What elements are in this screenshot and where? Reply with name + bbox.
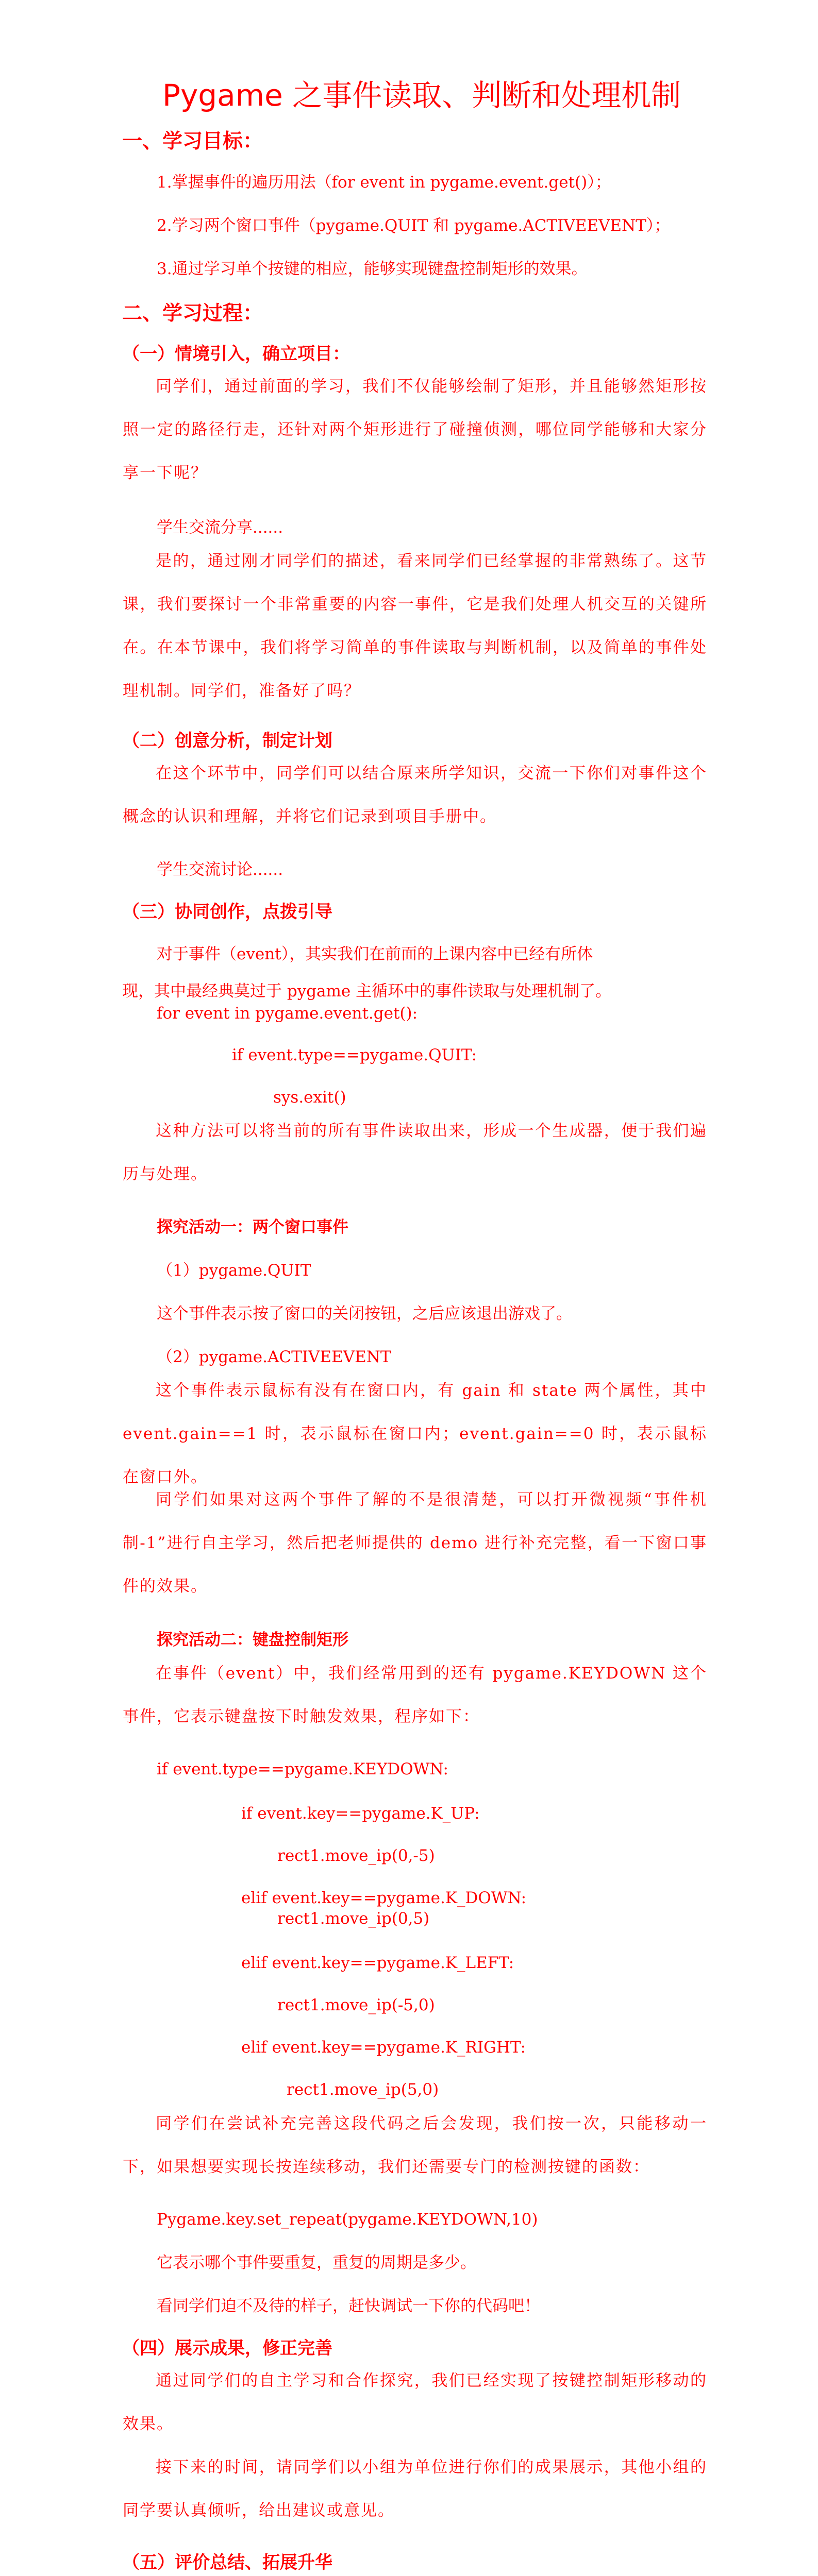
part3-paragraph-2: 这种方法可以将当前的所有事件读取出来，形成一个生成器，便于我们遍历与处理。 [123, 1122, 707, 1183]
activity2-paragraph-2: 同学们在尝试补充完善这段代码之后会发现，我们按一次，只能移动一下，如果想要实现长按连续移动，我们还需要专门的检测按键的函数： [123, 2114, 707, 2176]
document-title: Pygame 之事件读取、判断和处理机制 [162, 78, 681, 113]
code-line-move-left: rect1.move_ip(-5,0) [277, 1996, 435, 2014]
part3-heading: （三）协同创作，点拨引导 [122, 902, 332, 922]
activity1-heading: 探究活动一：两个窗口事件 [157, 1218, 348, 1236]
section-heading-objectives: 一、学习目标： [122, 129, 263, 153]
part2-discuss-line: 学生交流讨论...... [157, 860, 283, 879]
objective-item-1: 1.掌握事件的遍历用法（for event in pygame.event.get()）； [157, 173, 611, 192]
code-line-key-down: elif event.key==pygame.K_DOWN: [241, 1889, 527, 1907]
part1-heading: （一）情境引入，确立项目： [122, 344, 350, 364]
part4-heading: （四）展示成果，修正完善 [122, 2338, 332, 2359]
part1-paragraph-1: 同学们，通过前面的学习，我们不仅能够绘制了矩形，并且能够然矩形按照一定的路径行走，还针对两个矩形进行了碰撞侦测，哪位同学能够和大家分享一下呢？ [123, 377, 707, 482]
code-line-set-repeat: Pygame.key.set_repeat(pygame.KEYDOWN,10) [157, 2210, 538, 2229]
part5-paragraph-1 [123, 2573, 707, 2576]
code-line-key-left: elif event.key==pygame.K_LEFT: [241, 1954, 514, 1972]
objective-item-2: 2.学习两个窗口事件（pygame.QUIT 和 pygame.ACTIVEEVENT）； [157, 216, 671, 235]
activity2-paragraph-1: 在事件（event）中，我们经常用到的还有 pygame.KEYDOWN 这个事件，它表示键盘按下时触发效果，程序如下： [123, 1664, 707, 1726]
part4-paragraph-1: 通过同学们的自主学习和合作探究，我们已经实现了按键控制矩形移动的效果。 [123, 2371, 707, 2433]
part5-heading: （五）评价总结、拓展升华 [122, 2552, 332, 2573]
objective-item-3: 3.通过学习单个按键的相应，能够实现键盘控制矩形的效果。 [157, 260, 588, 278]
code-line-move-right: rect1.move_ip(5,0) [287, 2080, 439, 2099]
part2-paragraph-1: 在这个环节中，同学们可以结合原来所学知识，交流一下你们对事件这个概念的认识和理解，并将它们记录到项目手册中。 [123, 764, 707, 826]
activity1-sub1-label: （1）pygame.QUIT [157, 1261, 311, 1280]
code-line-move-down: rect1.move_ip(0,5) [277, 1909, 430, 1928]
code-line-keydown: if event.type==pygame.KEYDOWN: [157, 1760, 448, 1778]
activity1-video-paragraph: 同学们如果对这两个事件了解的不是很清楚，可以打开微视频“事件机制-1”进行自主学习，然后把老师提供的 demo 进行补充完整，看一下窗口事件的效果。 [123, 1490, 707, 1596]
code-line-if-quit: if event.type==pygame.QUIT: [232, 1046, 477, 1064]
activity1-sub1-description: 这个事件表示按了窗口的关闭按钮，之后应该退出游戏了。 [157, 1304, 572, 1323]
activity2-paragraph-3: 它表示哪个事件要重复，重复的周期是多少。 [157, 2253, 476, 2272]
activity2-paragraph-4: 看同学们迫不及待的样子，赶快调试一下你的代码吧！ [157, 2297, 540, 2315]
activity1-sub2-label: （2）pygame.ACTIVEEVENT [157, 1348, 391, 1366]
activity1-sub2-description: 这个事件表示鼠标有没有在窗口内，有 gain 和 state 两个属性，其中 event.gain==1 时，表示鼠标在窗口内；event.gain==0 时，表示鼠标在窗口外。 [123, 1381, 707, 1486]
part2-heading: （二）创意分析，制定计划 [122, 731, 332, 751]
part1-paragraph-2: 是的，通过刚才同学们的描述，看来同学们已经掌握的非常熟练了。这节课，我们要探讨一个非常重要的内容一事件，它是我们处理人机交互的关键所在。在本节课中，我们将学习简单的事件读取与判断机制，以及简单的事件处理机制。同学们，准备好了吗？ [123, 552, 707, 700]
part3-paragraph-1-line-2: 现，其中最经典莫过于 pygame 主循环中的事件读取与处理机制了。 [122, 982, 612, 1001]
part3-paragraph-1-line-1: 对于事件（event），其实我们在前面的上课内容中已经有所体 [157, 945, 593, 963]
code-line-sys-exit: sys.exit() [273, 1088, 346, 1107]
code-line-key-right: elif event.key==pygame.K_RIGHT: [241, 2038, 526, 2057]
part4-paragraph-2: 接下来的时间，请同学们以小组为单位进行你们的成果展示，其他小组的同学要认真倾听，给出建议或意见。 [123, 2458, 707, 2520]
part1-share-line: 学生交流分享...... [157, 518, 283, 537]
code-line-for-event: for event in pygame.event.get(): [157, 1004, 418, 1023]
code-line-key-up: if event.key==pygame.K_UP: [241, 1804, 480, 1823]
section-heading-process: 二、学习过程： [122, 301, 263, 325]
activity2-heading: 探究活动二：键盘控制矩形 [157, 1631, 348, 1649]
code-line-move-up: rect1.move_ip(0,-5) [277, 1846, 435, 1865]
